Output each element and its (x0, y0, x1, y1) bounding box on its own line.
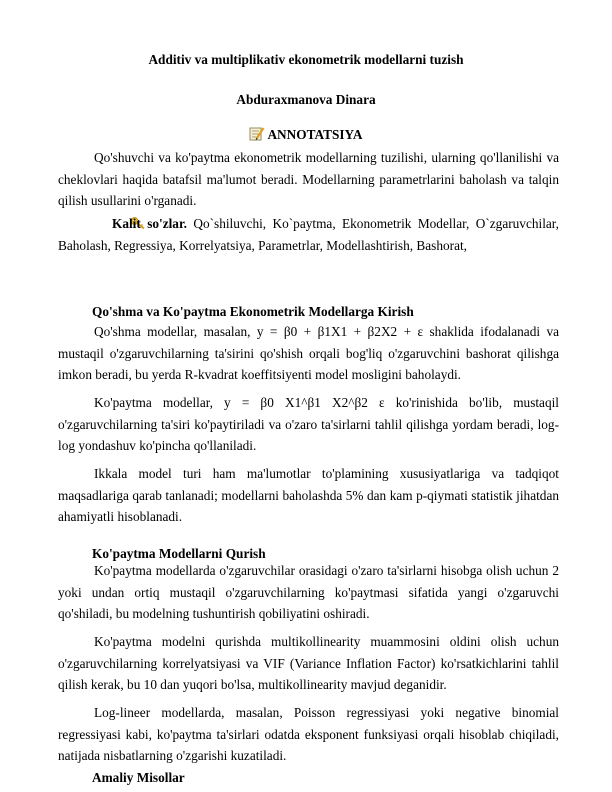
intro-paragraph-2: Ko'paytma modellar, y = β0 X1^β1 X2^β2 ε ko'rinishida bo'lib, mustaqil o'zgaruvchilarning ta'siri ko'paytiriladi va o'zaro ta'sirlarni tahlil qilishga yordam beradi, log-log yondashuv ko'pincha qo'llaniladi. (58, 395, 559, 453)
section-heading-intro: Qo'shma va Ko'paytma Ekonometrik Modellarga Kirish (92, 304, 414, 319)
keywords-label: Kalit so'zlar. (112, 216, 187, 231)
author-name: Abduraxmanova Dinara (236, 92, 376, 107)
keywords-paragraph (58, 213, 559, 256)
document-title: Additiv va multiplikativ ekonometrik modellarni tuzish (148, 52, 464, 67)
construction-paragraph-1: Ko'paytma modellarda o'zgaruvchilar orasidagi o'zaro ta'sirlarni hisobga olish uchun 2 yoki undan ortiq mustaqil o'zgaruvchilarning ko'paytmasi sifatida yangi o'zgaruvchi qo'shiladi, bu modelning tushuntirish qobiliyatini oshiradi. (58, 563, 559, 621)
memo-icon (249, 127, 265, 141)
intro-paragraph-1: Qo'shma modellar, masalan, y = β0 + β1X1 + β2X2 + ε shaklida ifodalanadi va mustaqil o'zgaruvchilarning ta'sirini qo'shish orqali bog'liq o'zgaruvchini bashorat qilishga imkon beradi, bu yerda R-kvadrat koeffitsiyenti model mosligini baholaydi. (58, 324, 559, 382)
construction-paragraph-2: Ko'paytma modelni qurishda multikollinearity muammosini oldini olish uchun o'zgaruvchilarning korrelyatsiyasi va VIF (Variance Inflation Factor) ko'rsatkichlarini tahlil qilish kerak, bu 10 dan yuqori bo'lsa, multikollinearity mavjud deganidir. (58, 634, 559, 692)
annotation-text: Qo'shuvchi va ko'paytma ekonometrik modellarning tuzilishi, ularning qo'llanilishi va cheklovlari haqida batafsil ma'lumot beradi. Modellarning parametrlarini baholash va talqin qilish usullarini o'rganadi. (58, 150, 559, 208)
section-heading-examples: Amaliy Misollar (92, 770, 185, 785)
section-heading-construction: Ko'paytma Modellarni Qurish (92, 546, 266, 561)
intro-paragraph-3: Ikkala model turi ham ma'lumotlar to'plamining xususiyatlariga va tadqiqot maqsadlariga qarab tanlanadi; modellarni baholashda 5% dan kam p-qiymati statistik jihatdan ahamiyatli hisoblanadi. (58, 466, 559, 524)
construction-paragraph-3: Log-lineer modellarda, masalan, Poisson regressiyasi yoki negative binomial regressiyasi kabi, ko'paytma ta'sirlari odatda eksponent funksiyasi orqali hisoblab chiqiladi, natijada nisbatlarning o'zgarishi kuzatiladi. (58, 705, 559, 763)
annotation-heading (0, 127, 612, 143)
annotation-heading-text: ANNOTATSIYA (267, 127, 363, 142)
key-icon (94, 215, 110, 229)
keywords-text: Qo`shiluvchi, Ko`paytma, Ekonometrik Modellar, O`zgaruvchilar, Baholash, Regressiya, Korrelyatsiya, Parametrlar, Modellashtirish, Bashorat, (58, 216, 560, 253)
